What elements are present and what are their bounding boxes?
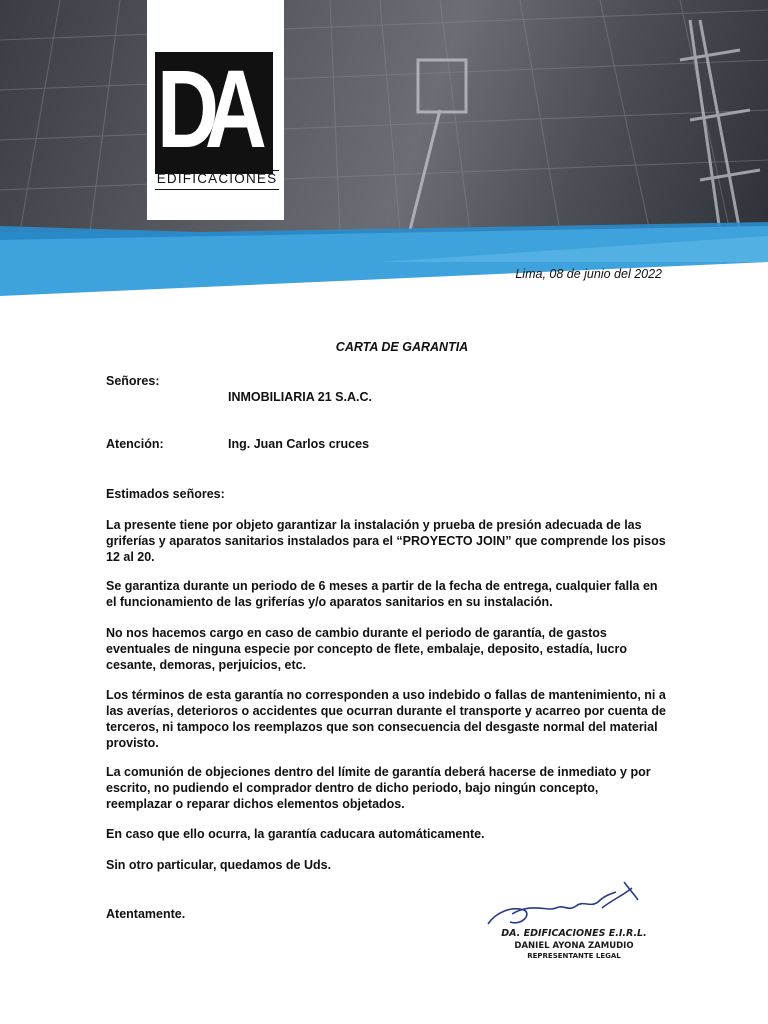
recipient-name: INMOBILIARIA 21 S.A.C.	[228, 390, 372, 404]
paragraph-expiry: En caso que ello ocurra, la garantía caducara automáticamente.	[106, 827, 485, 841]
signature-role: REPRESENTANTE LEGAL	[527, 952, 621, 960]
attention-name: Ing. Juan Carlos cruces	[228, 437, 370, 451]
paragraph-objections: La comunión de objeciones dentro del límite de garantía deberá hacerse de inmediato y por escrito, no pudiendo el comprador dentro de dicho periodo, bajo ningún concepto, reemplazar o reparar dichos elementos objetados.	[106, 765, 651, 811]
paragraph-exclusions: No nos hacemos cargo en caso de cambio durante el periodo de garantía, de gastos eventuales de ninguna especie por concepto de flete, embalaje, deposito, estadía, lucro cesante, demoras, perjuicios, etc.	[106, 626, 627, 672]
signature-block	[452, 872, 656, 968]
greeting: Estimados señores:	[106, 487, 225, 501]
closing-word: Atentamente.	[106, 907, 186, 921]
signature-name: DANIEL AYONA ZAMUDIO	[514, 941, 634, 951]
logo-wordmark: EDIFICACIONES	[155, 170, 279, 190]
signature-company: DA. EDIFICACIONES E.I.R.L.	[501, 928, 647, 939]
paragraph-period: Se garantiza durante un periodo de 6 meses a partir de la fecha de entrega, cualquier falla en el funcionamiento de las griferías y/o aparatos sanitarios en su instalación.	[106, 579, 658, 609]
letter-title: CARTA DE GARANTIA	[335, 340, 469, 354]
paragraph-scope: La presente tiene por objeto garantizar la instalación y prueba de presión adecuada de las griferías y aparatos sanitarios instalados para el “PROYECTO JOIN” que comprende los pisos 12 al 20.	[106, 518, 666, 564]
attention-label: Atención:	[106, 437, 164, 451]
handwritten-signature	[452, 872, 656, 932]
salutation-label: Señores:	[106, 374, 160, 388]
paragraph-closing: Sin otro particular, quedamos de Uds.	[106, 858, 332, 872]
paragraph-terms: Los términos de esta garantía no corresponden a uso indebido o fallas de mantenimiento, ni a las averías, deterioros o accidentes que ocurran durante el transporte y acarreo por cuenta de terceros, ni tampoco los reemplazos que son consecuencia del desgaste normal del material provisto.	[106, 688, 666, 750]
logo-mark-text: DA	[157, 48, 253, 171]
letter-date: Lima, 08 de junio del 2022	[515, 267, 662, 281]
